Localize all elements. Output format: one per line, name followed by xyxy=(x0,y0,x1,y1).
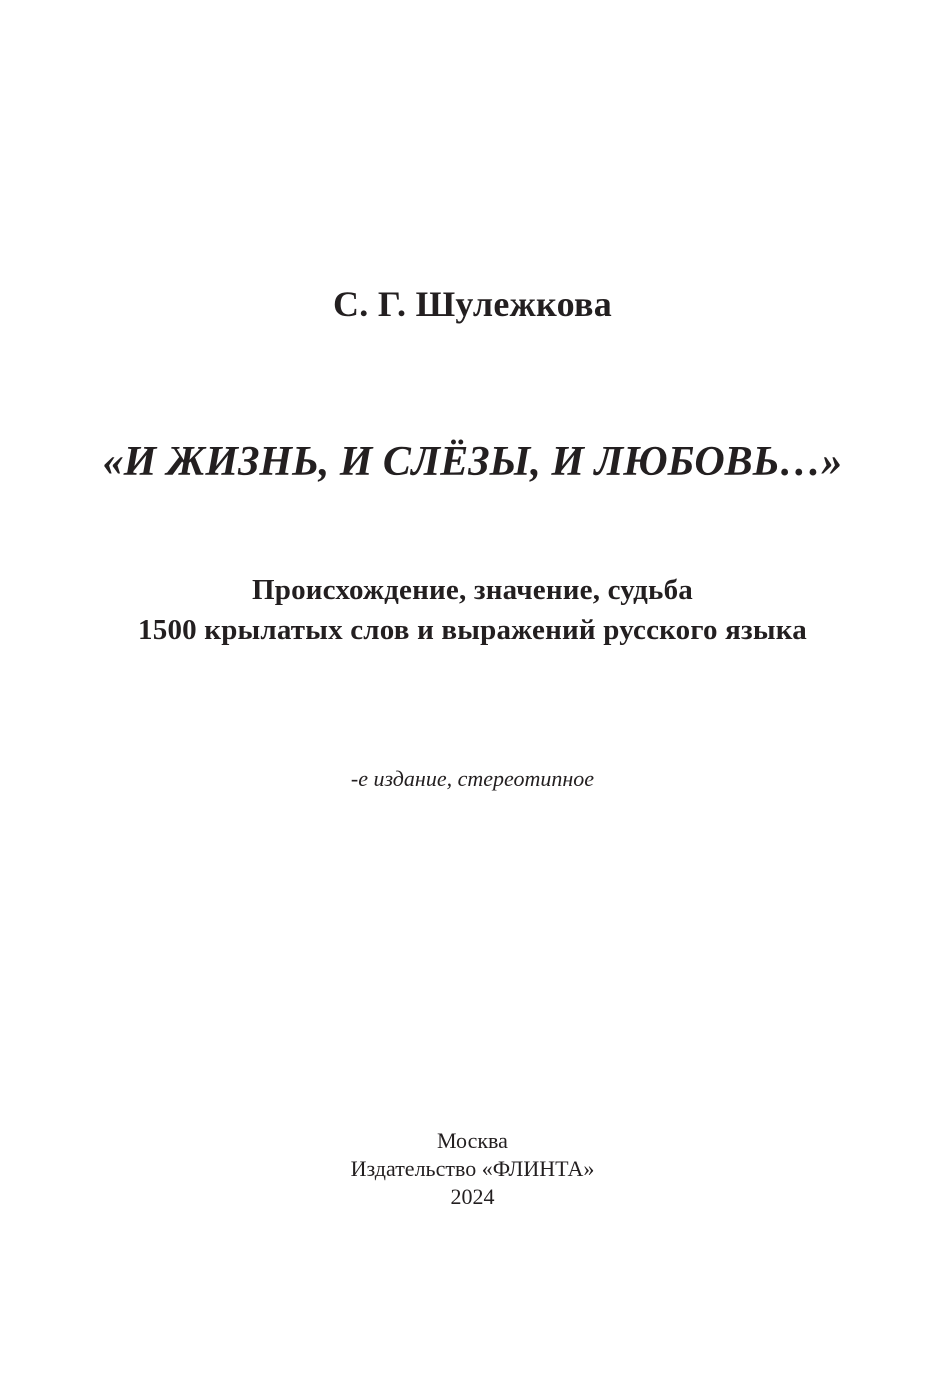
edition-note: -е издание, стереотипное xyxy=(350,766,595,791)
subtitle-line-2: 1500 крылатых слов и выражений русского языка xyxy=(138,614,807,646)
imprint-year: 2024 xyxy=(450,1184,495,1209)
imprint-city: Москва xyxy=(437,1128,508,1153)
imprint-publisher: Издательство «ФЛИНТА» xyxy=(350,1156,595,1181)
subtitle-line-1: Происхождение, значение, судьба xyxy=(251,574,693,606)
author-name: С. Г. Шулежкова xyxy=(332,284,613,324)
book-title: «И ЖИЗНЬ, И СЛЁЗЫ, И ЛЮБОВЬ…» xyxy=(102,439,843,485)
